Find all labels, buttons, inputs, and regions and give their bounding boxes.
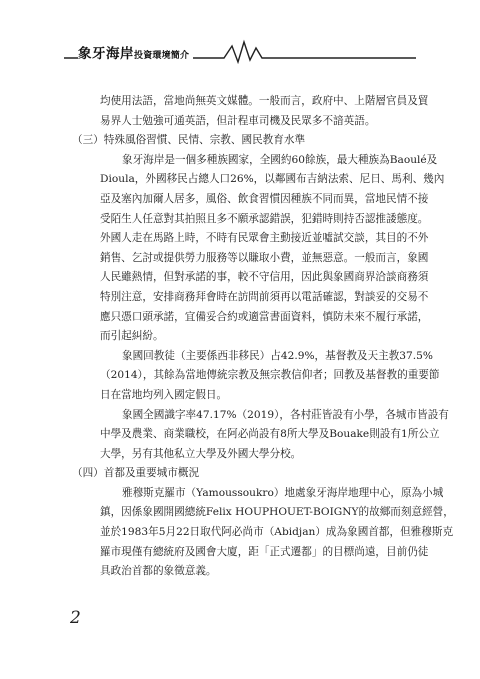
text-line: 大學，另有其他私立大學及外國大學分校。 bbox=[100, 447, 302, 460]
text-line: 日在當地均列入國定假日。 bbox=[100, 388, 228, 401]
text-line: 而引起糾紛。 bbox=[100, 330, 164, 343]
running-header bbox=[64, 38, 416, 64]
text-line: 銷售、乞討或提供勞力服務等以賺取小費，並無惡意。一般而言，象國 bbox=[100, 251, 429, 264]
page-number: 2 bbox=[70, 608, 81, 628]
text-line: （2014），其餘為當地傳統宗教及無宗教信仰者；回教及基督教的重要節 bbox=[100, 369, 440, 382]
text-line: 均使用法語，當地尚無英文媒體。一般而言，政府中、上階層官員及貿 bbox=[100, 95, 429, 107]
text-line: 特別注意，安排商務拜會時在訪問前須再以電話確認，對談妥的交易不 bbox=[100, 290, 429, 303]
text-line: 雅穆斯克羅市（Yamoussoukro）地處象牙海岸地理中心，原為小城 bbox=[122, 486, 444, 499]
text-line: 並於1983年5月22日取代阿必尚市（Abidjan）成為象國首都，但雅穆斯克 bbox=[100, 526, 454, 539]
document-body bbox=[72, 92, 454, 582]
text-line: Dioula，外國移民占總人口26%，以鄰國布吉納法索、尼日、馬利、幾內 bbox=[100, 173, 445, 186]
text-line: 羅市現僅有總統府及國會大廈，距「正式遷都」的目標尚遠，目前仍徒 bbox=[100, 545, 429, 558]
text-line: 亞及塞內加爾人居多，風俗、飲食習慣因種族不同而異，當地民情不接 bbox=[100, 192, 429, 205]
text-line: 外國人走在馬路上時，不時有民眾會主動接近並噓試交談，其目的不外 bbox=[100, 232, 429, 245]
header-title bbox=[78, 42, 193, 62]
header-title-main: 象牙海岸 bbox=[78, 46, 134, 62]
header-title-sub: 投資環境簡介 bbox=[134, 51, 190, 61]
text-line: 受陌生人任意對其拍照且多不願承認錯誤，犯錯時則持否認推諉態度。 bbox=[100, 212, 429, 225]
text-line: 具政治首都的象徵意義。 bbox=[100, 565, 217, 578]
text-line: 易界人士勉強可通英語，但計程車司機及民眾多不諳英語。 bbox=[100, 114, 376, 127]
text-line: 人民雖熱情，但對承諾的事，較不守信用，因此與象國商界洽談商務須 bbox=[100, 271, 429, 284]
section-heading-4: （四）首都及重要城市概況 bbox=[72, 467, 200, 480]
text-line: 象國回教徒（主要係西非移民）占42.9%，基督教及天主教37.5% bbox=[122, 349, 433, 362]
section-heading-3: （三）特殊風俗習慣、民情、宗教、國民教育水準 bbox=[72, 134, 306, 147]
text-line: 鎮，因係象國開國總統Felix HOUPHOUET-BOIGNY的故鄉而刻意經營， bbox=[100, 506, 454, 519]
text-line: 應只憑口頭承諾，宜備妥合約或適當書面資料，慎防未來不履行承諾， bbox=[100, 310, 429, 323]
text-line: 象國全國識字率47.17%（2019），各村莊皆設有小學，各城市皆設有 bbox=[122, 408, 449, 421]
text-line: 象牙海岸是一個多種族國家，全國約60餘族，最大種族為Baoulé及 bbox=[122, 153, 438, 166]
text-line: 中學及農業、商業職校，在阿必尚設有8所大學及Bouake則設有1所公立 bbox=[100, 428, 440, 441]
